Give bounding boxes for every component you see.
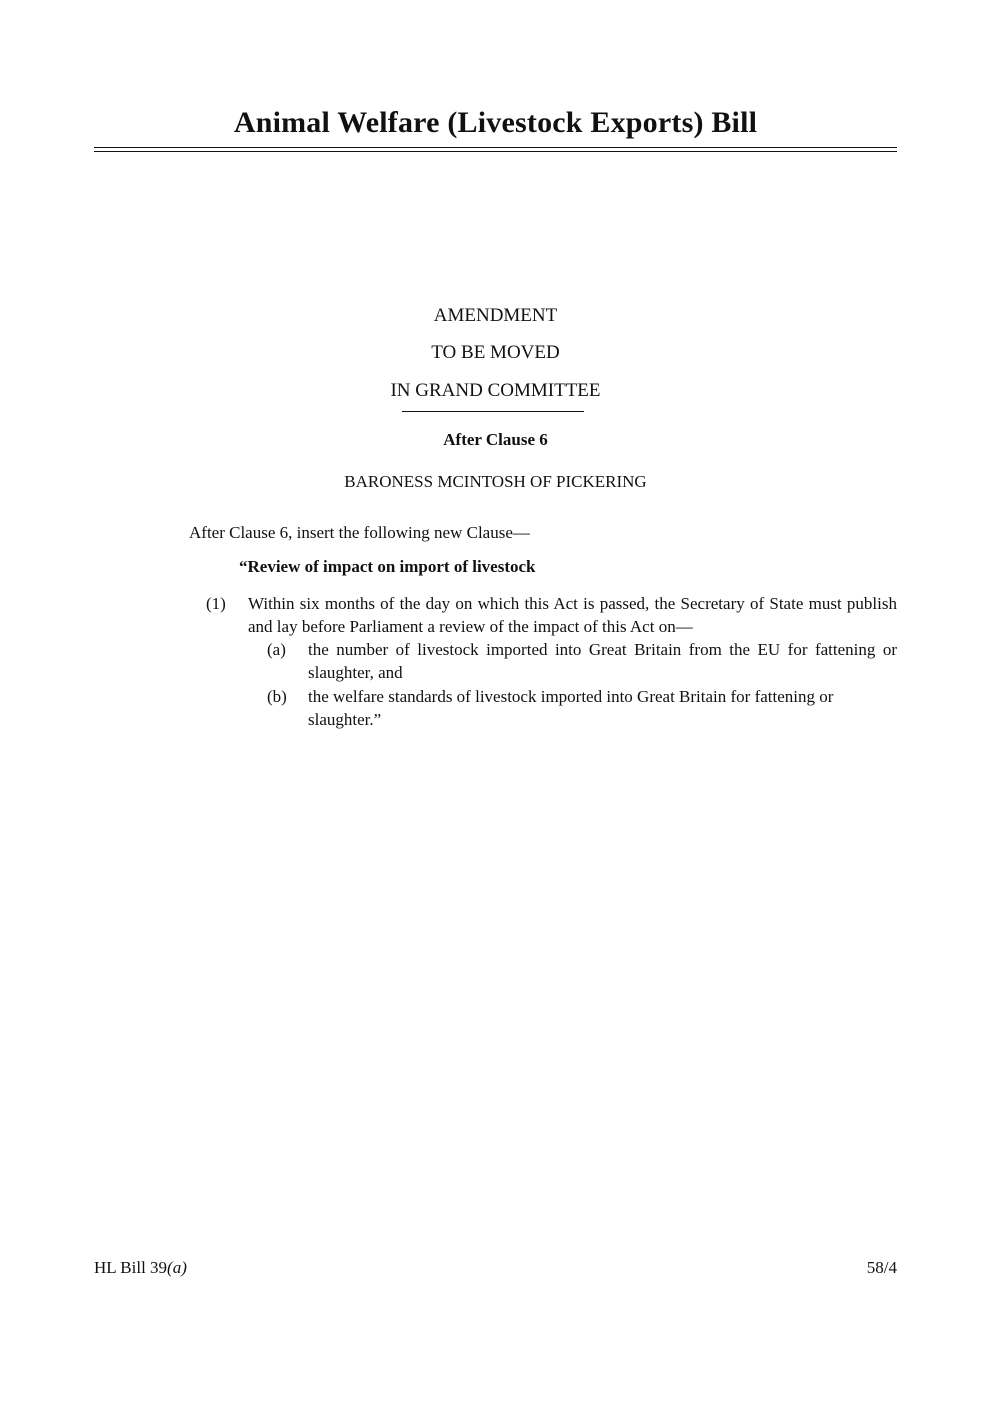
- amendment-heading-line-3: IN GRAND COMMITTEE: [390, 380, 601, 401]
- subsection-number: (1): [206, 594, 226, 613]
- new-clause-heading: “Review of impact on import of livestock: [239, 557, 536, 576]
- amendment-heading-line-1: AMENDMENT: [433, 305, 558, 326]
- amendment-heading-line-2: TO BE MOVED: [431, 342, 560, 363]
- paragraph-a-text: the number of livestock imported into Great Britain from the EU for fattening or slaughter, and: [308, 640, 897, 682]
- paragraph-a-label: (a): [267, 640, 286, 659]
- footer-bill-suffix: (a): [167, 1258, 187, 1277]
- subsection-text: Within six months of the day on which this Act is passed, the Secretary of State must publish and lay before Parliament a review of the impact of this Act on—: [248, 594, 897, 636]
- clause-position: After Clause 6: [443, 430, 548, 449]
- footer-bill-reference: [94, 1258, 187, 1278]
- mover-name: BARONESS MCINTOSH OF PICKERING: [344, 472, 647, 491]
- footer-bill-number: HL Bill 39: [94, 1258, 168, 1277]
- title-rule-bottom: [94, 151, 897, 152]
- paragraph-b-text: the welfare standards of livestock imported into Great Britain for fattening or slaughter.”: [308, 687, 834, 729]
- footer-page-reference: 58/4: [866, 1258, 897, 1277]
- insert-instruction: After Clause 6, insert the following new Clause—: [189, 523, 530, 542]
- bill-title: Animal Welfare (Livestock Exports) Bill: [233, 106, 758, 139]
- title-rule-top: [94, 147, 897, 148]
- heading-divider: [402, 411, 584, 412]
- paragraph-b-label: (b): [267, 687, 287, 706]
